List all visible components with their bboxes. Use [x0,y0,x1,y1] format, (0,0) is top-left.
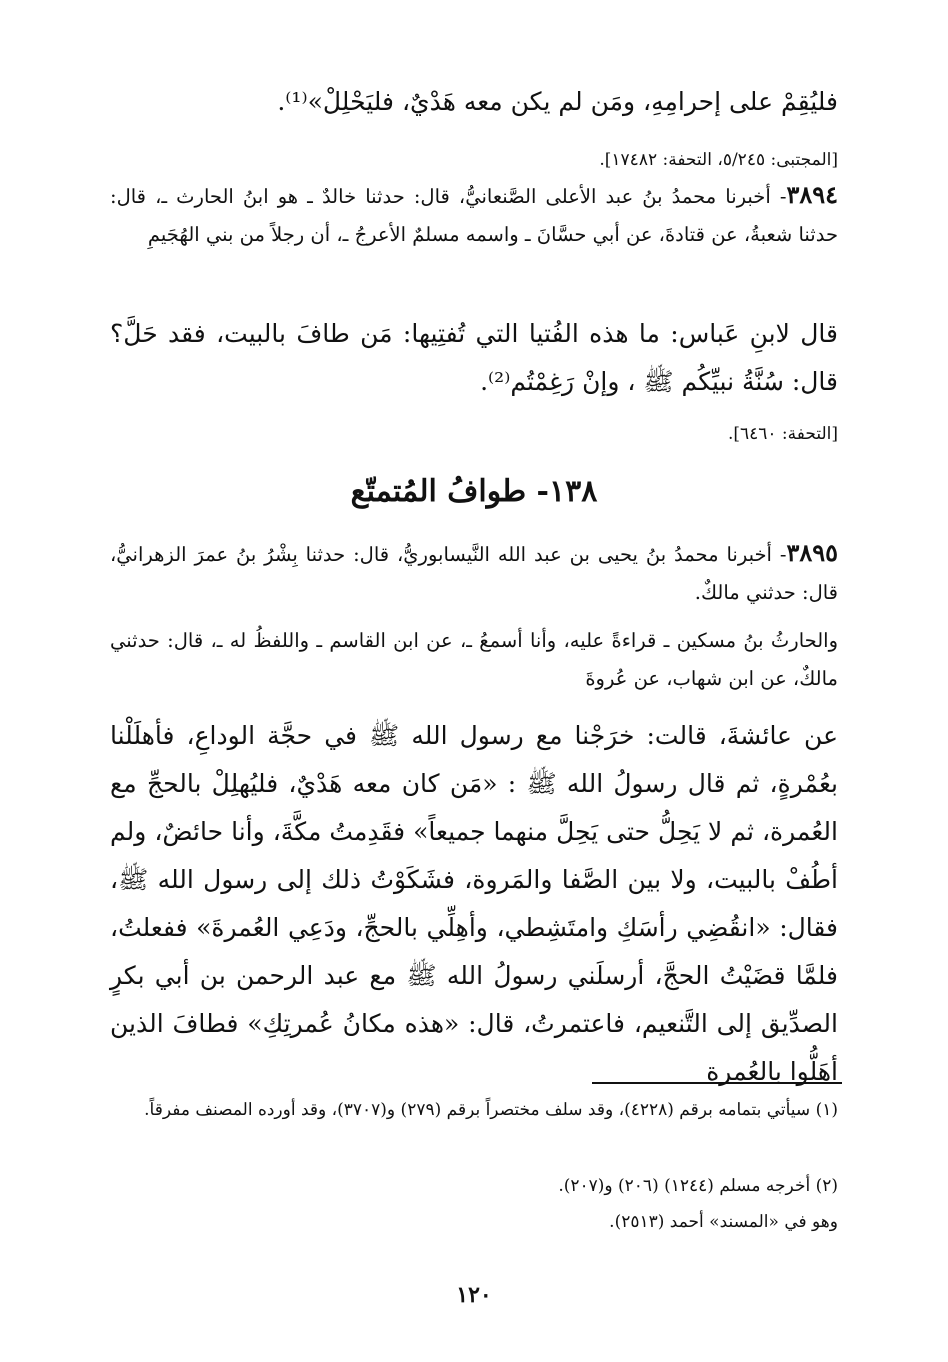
reference-tuhfa: [التحفة: ٦٤٦٠]. [727,424,838,444]
continued-text-line: فليُقِمْ على إحرامِهِ، ومَن لم يكن معه هَدْيٌ، فليَحْلِلْ»⁽¹⁾. [277,87,838,116]
hadith-number: ٣٨٩٥ [786,538,838,567]
footnote-2-continued: وهو في «المسند» أحمد (٢٥١٣). [609,1212,838,1232]
footnote-2: (٢) أخرجه مسلم (١٢٤٤) (٢٠٦) و(٢٠٧). [558,1176,838,1196]
hadith-3894-isnad [110,176,838,254]
hadith-3895-isnad-1 [110,534,838,612]
hadith-number: ٣٨٩٤ [786,180,838,209]
page-number: ١٢٠ [456,1282,492,1308]
hadith-3895-matn: عن عائشةَ، قالت: خرَجْنا مع رسول الله ﷺ في حجَّة الوداعِ، فأهلَلْنا بعُمْرةٍ، ثم قال رسولُ الله ﷺ : «مَن كان معه هَدْيٌ، فليُهلِلْ بالحجِّ مع العُمرة، ثم لا يَحِلُّ حتى يَحِلَّ منهما جميعاً» فقَدِمتُ مكَّةَ، وأنا حائضٌ، ولم أطُفْ بالبيت، ولا بين الصَّفا والمَروة، فشَكَوْتُ ذلك إلى رسول الله ﷺ، فقال: «انقُضِي رأسَكِ وامتَشِطي، وأهِلِّي بالحجِّ، ودَعِي العُمرةَ» ففعلتُ، فلمَّا قضَيْتُ الحجَّ، أرسلَني رسولُ الله ﷺ مع عبد الرحمن بن أبي بكرٍ الصدِّيق إلى التَّنعيم، فاعتمرتُ، قال: «هذه مكانُ عُمرتِكِ» فطافَ الذين أهَلُّوا بالعُمرة [110,721,838,1086]
isnad-text: - أخبرنا محمدُ بنُ يحيى بن عبد الله النَّيسابوريُّ، قال: حدثنا بِشْرُ بنُ عمرَ الزهرانيُّ، قال: حدثني مالكٌ. [110,543,838,604]
hadith-3895-isnad-2: والحارثُ بنُ مسكين ـ قراءةً عليه، وأنا أسمعُ ـ، عن ابن القاسم ـ واللفظُ له ـ، قال: حدثني مالكٌ، عن ابن شهاب، عن عُروةَ [110,629,838,690]
hadith-3894-matn: قال لابنِ عَباس: ما هذه الفُتيا التي تُفتِيها: مَن طافَ بالبيت، فقد حَلَّ؟ قال: سُنَّةُ نبيِّكُم ﷺ ، وإنْ رَغِمْتُم⁽²⁾. [110,319,838,396]
reference-mujtaba: [المجتبى: ٥/٢٤٥، التحفة: ١٧٤٨٢]. [599,150,838,170]
chapter-heading: ١٣٨- طوافُ المُتمتّع [350,474,598,509]
footnote-separator [592,1082,842,1084]
isnad-text: - أخبرنا محمدُ بنُ عبد الأعلى الصَّنعانيُّ، قال: حدثنا خالدٌ ـ هو ابنُ الحارث ـ، قال: حدثنا شعبةُ، عن قتادةَ، عن أبي حسَّانَ ـ واسمه مسلمٌ الأعرجُ ـ، أن رجلاً من بني الهُجَيمِ [110,185,838,246]
footnote-1: (١) سيأتي بتمامه برقم (٤٢٢٨)، وقد سلف مختصراً برقم (٢٧٩) و(٣٧٠٧)، وقد أورده المصنف مفرقاً. [144,1100,838,1120]
